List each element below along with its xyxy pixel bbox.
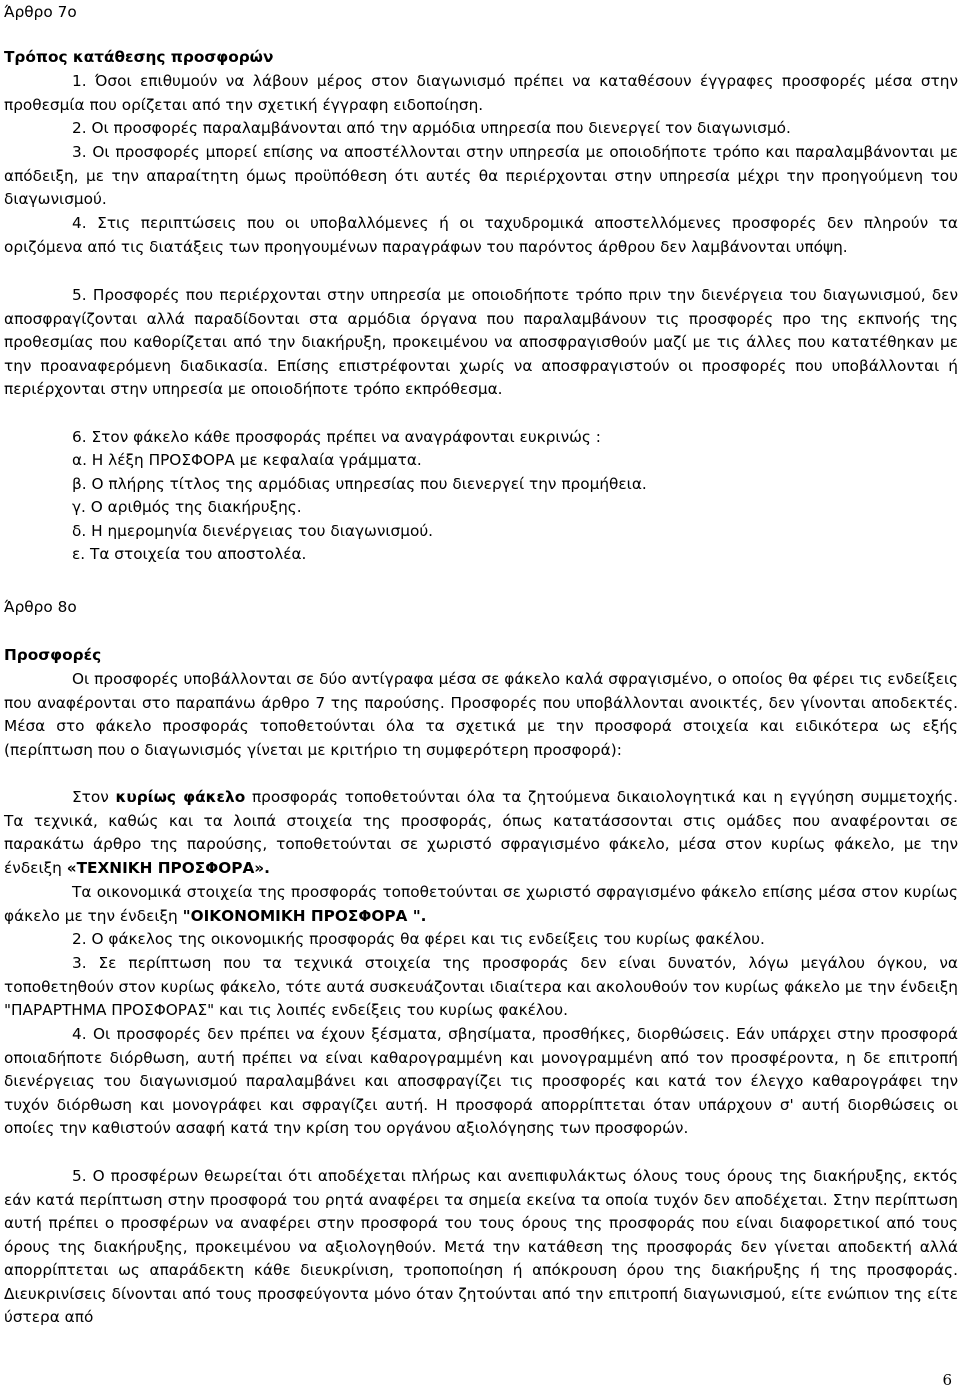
article-8-title: Προσφορές — [4, 646, 102, 664]
article-7-label: Άρθρο 7ο — [4, 3, 77, 21]
list-item: α. Η λέξη ΠΡΟΣΦΟΡΑ με κεφαλαία γράμματα. — [72, 451, 422, 470]
main-envelope-paragraph: Στον κυρίως φάκελο προσφοράς τοποθετούνται όλα τα ζητούμενα δικαιολογητικά και η εγγύηση συμμετοχής. Τα τεχνικά, καθώς και τα λοιπά στοιχεία της προσφοράς, όπως κατατάσσονται στις ομάδες που αναφέρονται σε παρακάτω άρθρο της παρούσης, τοποθετούνται σε χωριστό σφραγισμένο φάκελο, μέσα στον κυρίως φάκελο, με την ένδειξη «ΤΕΧΝΙΚΗ ΠΡΟΣΦΟΡΑ». — [4, 788, 958, 877]
list-item: δ. Η ημερομηνία διενέργειας του διαγωνισμού. — [72, 521, 434, 540]
article-8-intro: Οι προσφορές υποβάλλονται σε δύο αντίγραφα μέσα σε φάκελο καλά σφραγισμένο, ο οποίος θα φέρει τις ενδείξεις που αναφέρονται στο παραπάνω άρθρο 7 της παρούσης. Προσφορές που υποβάλλονται ανοικτές, δεν γίνονται αποδεκτές. Μέσα στο φάκελο προσφοράς τοποθετούνται όλα τα σχετικά με την προσφορά στοιχεία και ειδικότερα ως εξής (περίπτωση που ο διαγωνισμός γίνεται με κριτήριο τη συμφερότερη προσφορά): — [4, 670, 958, 759]
list-item: β. Ο πλήρης τίτλος της αρμόδιας υπηρεσίας που διενεργεί την προμήθεια. — [72, 474, 647, 493]
list-item: 6. Στον φάκελο κάθε προσφοράς πρέπει να αναγράφονται ευκρινώς : — [72, 428, 601, 446]
list-item: γ. Ο αριθμός της διακήρυξης. — [72, 498, 302, 517]
article-7-paragraph-2: 2. Οι προσφορές παραλαμβάνονται από την αρμόδια υπηρεσία που διενεργεί τον διαγωνισμό. — [72, 119, 791, 137]
page-number: 6 — [942, 1371, 952, 1389]
article-7-paragraph-1: 1. Όσοι επιθυμούν να λάβουν μέρος στον διαγωνισμό πρέπει να καταθέσουν έγγραφες προσφορές μέσα στην προθεσμία που ορίζεται από την σχετική έγγραφη ειδοποίηση. — [4, 72, 958, 114]
article-8-paragraph-3: 3. Σε περίπτωση που τα τεχνικά στοιχεία της προσφοράς δεν είναι δυνατόν, λόγω μεγάλου όγκου, να τοποθετηθούν στον κυρίως φάκελο, τότε αυτά συσκευάζονται ιδιαίτερα και ακολουθούν τον κυρίως φάκελο με την ένδειξη "ΠΑΡΑΡΤΗΜΑ ΠΡΟΣΦΟΡΑΣ" και τις λοιπές ενδείξεις του κυρίως φακέλου. — [4, 954, 958, 1019]
financial-envelope-paragraph: Τα οικονομικά στοιχεία της προσφοράς τοποθετούνται σε χωριστό σφραγισμένο φάκελο επίσης μέσα στον κυρίως φάκελο με την ένδειξη "ΟΙΚΟΝΟΜΙΚΗ ΠΡΟΣΦΟΡΑ ". — [4, 883, 958, 925]
envelope-requirements-list — [72, 426, 647, 566]
article-7-paragraph-4: 4. Στις περιπτώσεις που οι υποβαλλόμενες ή οι ταχυδρομικά αποστελλόμενες προσφορές δεν πληρούν τα οριζόμενα από τις διατάξεις των προηγουμένων παραγράφων του παρόντος άρθρου δεν λαμβάνονται υπόψη. — [4, 214, 958, 256]
list-item: ε. Τα στοιχεία του αποστολέα. — [72, 544, 307, 563]
article-8-label: Άρθρο 8ο — [4, 598, 77, 616]
article-8-paragraph-4: 4. Οι προσφορές δεν πρέπει να έχουν ξέσματα, σβησίματα, προσθήκες, διορθώσεις. Εάν υπάρχει στην προσφορά οποιαδήποτε διόρθωση, αυτή πρέπει να είναι καθαρογραμμένη και μονογραμμένη από τον προσφέροντα, η δε επιτροπή διενέργειας του διαγωνισμού παραλαμβάνει και αποσφραγίζει τις προσφορές και κατά τον έλεγχο καθαρογράφει την τυχόν διόρθωση και μονογράφει και σφραγίζει αυτή. Η προσφορά απορρίπτεται όταν υπάρχουν σ' αυτή διορθώσεις οι οποίες την καθιστούν ασαφή κατά την κρίση του οργάνου αξιολόγησης των προσφορών. — [4, 1025, 958, 1137]
article-7-title: Τρόπος κατάθεσης προσφορών — [4, 48, 274, 66]
article-7-paragraph-5: 5. Προσφορές που περιέρχονται στην υπηρεσία με οποιοδήποτε τρόπο πριν την διενέργεια του διαγωνισμού, δεν αποσφραγίζονται αλλά παραδίδονται στα αρμόδια όργανα που παραλαμβάνουν τις προσφορές προ της εκπνοής της προθεσμίας που καθορίζεται από την διακήρυξη, προκειμένου να αποσφραγισθούν μαζί με τις άλλες που κατατέθηκαν με την προαναφερόμενη διαδικασία. Επίσης επιστρέφονται χωρίς να αποσφραγιστούν οι προσφορές που υποβάλλονται ή περιέρχονται στην υπηρεσία με οποιοδήποτε τρόπο εκπρόθεσμα. — [4, 286, 958, 398]
article-8-paragraph-2: 2. Ο φάκελος της οικονομικής προσφοράς θα φέρει και τις ενδείξεις του κυρίως φακέλου. — [72, 930, 765, 948]
article-8-paragraph-5: 5. Ο προσφέρων θεωρείται ότι αποδέχεται πλήρως και ανεπιφυλάκτως όλους τους όρους της διακήρυξης, εκτός εάν κατά περίπτωση στην προσφορά του ρητά αναφέρει τα σημεία εκείνα τα οποία τυχόν δεν αποδέχεται. Στην περίπτωση αυτή πρέπει ο προσφέρων να αναφέρει στην προσφορά του τους όρους της προσφοράς που είναι διαφορετικοί από τους όρους της διακήρυξης, προκειμένου να αξιολογηθούν. Μετά την κατάθεση της προσφοράς δεν γίνεται αποδεκτή αλλά απορρίπτεται ως απαράδεκτη κάθε διευκρίνιση, τροποποίηση ή απόκρουση όρου της διακήρυξης ή της προσφοράς. Διευκρινίσεις δίνονται από τους προσφεύγοντα μόνο όταν ζητούνται από την επιτροπή διαγωνισμού, είτε ενώπιον της είτε ύστερα από — [4, 1167, 958, 1326]
article-7-paragraph-3: 3. Οι προσφορές μπορεί επίσης να αποστέλλονται στην υπηρεσία με οποιοδήποτε τρόπο και παραλαμβάνονται με απόδειξη, με την απαραίτητη όμως προϋπόθεση ότι αυτές θα περιέρχονται στην υπηρεσία μέχρι την προηγούμενη του διαγωνισμού. — [4, 143, 958, 208]
